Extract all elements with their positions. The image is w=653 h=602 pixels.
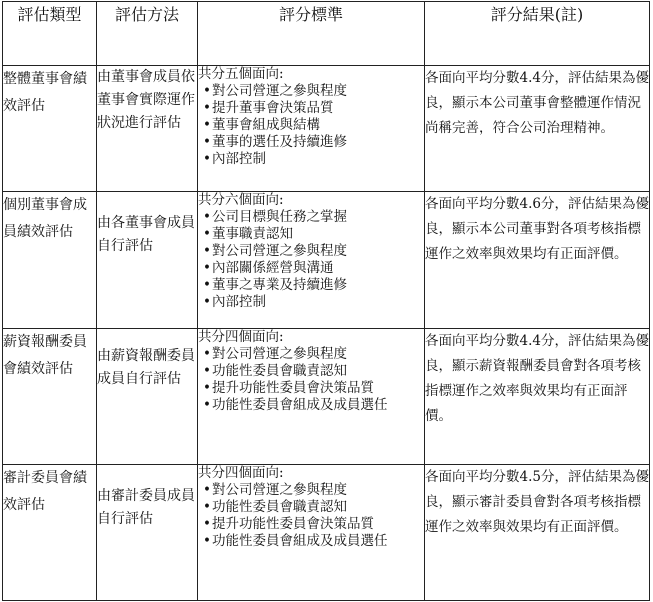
criteria-item: •功能性委員會職責認知 [203,499,347,515]
criteria-heading: 共分四個面向: [198,329,284,345]
criteria-item: •內部關係經營與溝通 [203,260,334,276]
eval-method: 由董事會成員依董事會實際運作狀況進行評估 [97,66,198,192]
eval-criteria [198,192,425,329]
table-row [3,66,650,192]
criteria-item: •功能性委員會組成及成員選任 [203,533,388,549]
table-row [3,329,650,465]
eval-criteria [198,465,425,601]
criteria-item: •對公司營運之參與程度 [203,243,347,259]
criteria-item: •公司目標與任務之掌握 [203,209,347,225]
table-row [3,465,650,601]
criteria-item: •對公司營運之參與程度 [203,482,347,498]
eval-type: 審計委員會績效評估 [3,465,97,601]
criteria-item: •對公司營運之參與程度 [203,346,347,362]
eval-criteria [198,329,425,465]
criteria-item: •提升董事會決策品質 [203,100,334,116]
criteria-item: •提升功能性委員會決策品質 [203,380,374,396]
header-row [3,2,650,66]
criteria-heading: 共分六個面向: [198,192,284,208]
eval-result: 各面向平均分數4.4分，評估結果為優良，顯示薪資報酬委員會對各項考核指標運作之效率與效果均有正面評價。 [425,329,650,465]
eval-criteria [198,66,425,192]
criteria-item: •功能性委員會職責認知 [203,363,347,379]
eval-type: 個別董事會成員績效評估 [3,192,97,329]
header-method: 評估方法 [97,2,198,66]
criteria-item: •董事會組成與結構 [203,117,320,133]
eval-result: 各面向平均分數4.5分，評估結果為優良，顯示審計委員會對各項考核指標運作之效率與效果均有正面評價。 [425,465,650,601]
criteria-item: •提升功能性委員會決策品質 [203,516,374,532]
criteria-item: •內部控制 [203,151,266,167]
header-result: 評分結果(註) [425,2,650,66]
evaluation-table [2,1,650,601]
criteria-item: •功能性委員會組成及成員選任 [203,397,388,413]
eval-type: 整體董事會績效評估 [3,66,97,192]
criteria-item: •董事之專業及持續進修 [203,277,347,293]
eval-method: 由審計委員成員自行評估 [97,465,198,601]
criteria-heading: 共分四個面向: [198,465,284,481]
table-row [3,192,650,329]
criteria-item: •對公司營運之參與程度 [203,83,347,99]
header-criteria: 評分標準 [198,2,425,66]
criteria-heading: 共分五個面向: [198,66,284,82]
eval-result: 各面向平均分數4.4分，評估結果為優良，顯示本公司董事會整體運作情況尚稱完善，符合公司治理精神。 [425,66,650,192]
header-type: 評估類型 [3,2,97,66]
criteria-item: •董事的選任及持續進修 [203,134,347,150]
eval-method: 由各董事會成員自行評估 [97,192,198,329]
eval-type: 薪資報酬委員會績效評估 [3,329,97,465]
criteria-item: •董事職責認知 [203,226,293,242]
eval-method: 由薪資報酬委員成員自行評估 [97,329,198,465]
criteria-item: •內部控制 [203,294,266,310]
eval-result: 各面向平均分數4.6分，評估結果為優良，顯示本公司董事對各項考核指標運作之效率與效果均有正面評價。 [425,192,650,329]
